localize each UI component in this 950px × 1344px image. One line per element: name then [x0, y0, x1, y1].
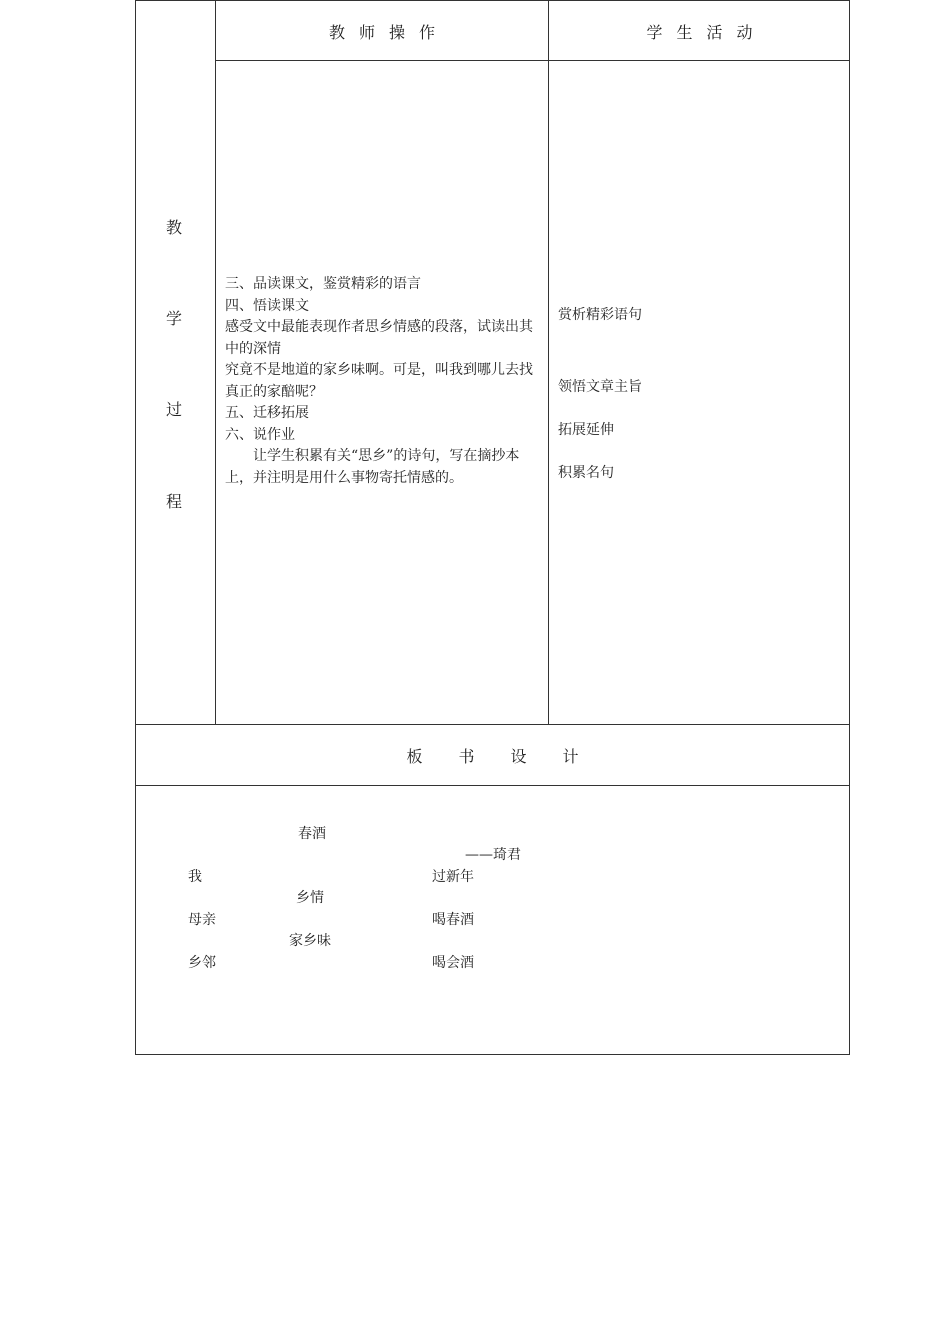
board-author: ——琦君 — [465, 847, 521, 863]
student-activity-item: 积累名句 — [558, 465, 614, 481]
side-label-char: 学 — [166, 309, 183, 328]
board-left-item: 乡邻 — [188, 955, 216, 971]
teacher-line: 究竟不是地道的家乡味啊。可是，叫我到哪儿去找真正的家醅呢？ — [225, 362, 533, 400]
side-label-char: 程 — [166, 492, 183, 511]
side-label-char: 过 — [166, 400, 183, 419]
header-row-divider — [215, 60, 850, 61]
board-middle-item: 家乡味 — [289, 933, 331, 949]
teacher-line: 四、悟读课文 — [225, 297, 309, 314]
board-right-item: 喝会酒 — [432, 955, 474, 971]
lesson-table — [135, 0, 850, 1055]
teacher-operation-header: 教师操作 — [328, 23, 449, 42]
side-column-divider — [215, 0, 216, 725]
teacher-line: 感受文中最能表现作者思乡情感的段落，试读出其中的深情 — [225, 319, 533, 357]
board-right-item: 过新年 — [432, 869, 474, 885]
board-heading: 春酒 — [298, 826, 326, 842]
student-activity-item: 拓展延伸 — [558, 422, 614, 438]
side-label-char: 教 — [166, 218, 183, 237]
process-section-divider — [135, 724, 850, 725]
board-title-divider — [135, 785, 850, 786]
board-design-title: 板书设计 — [406, 747, 615, 766]
student-activity-item: 赏析精彩语句 — [558, 307, 642, 323]
teacher-line: 六、说作业 — [225, 426, 295, 443]
board-right-item: 喝春酒 — [432, 912, 474, 928]
teacher-line: 五、迁移拓展 — [225, 405, 309, 421]
teacher-line: 让学生积累有关“思乡”的诗句，写在摘抄本上，并注明是用什么事物寄托情感的。 — [225, 448, 520, 486]
board-middle-item: 乡情 — [296, 890, 324, 906]
board-left-item: 母亲 — [188, 912, 216, 928]
teacher-operation-content — [225, 274, 543, 489]
student-activity-item: 领悟文章主旨 — [558, 379, 642, 395]
board-left-item: 我 — [188, 869, 202, 885]
middle-column-divider — [548, 0, 549, 725]
student-activity-header: 学生活动 — [646, 23, 767, 42]
teacher-line: 三、品读课文，鉴赏精彩的语言 — [225, 276, 421, 292]
